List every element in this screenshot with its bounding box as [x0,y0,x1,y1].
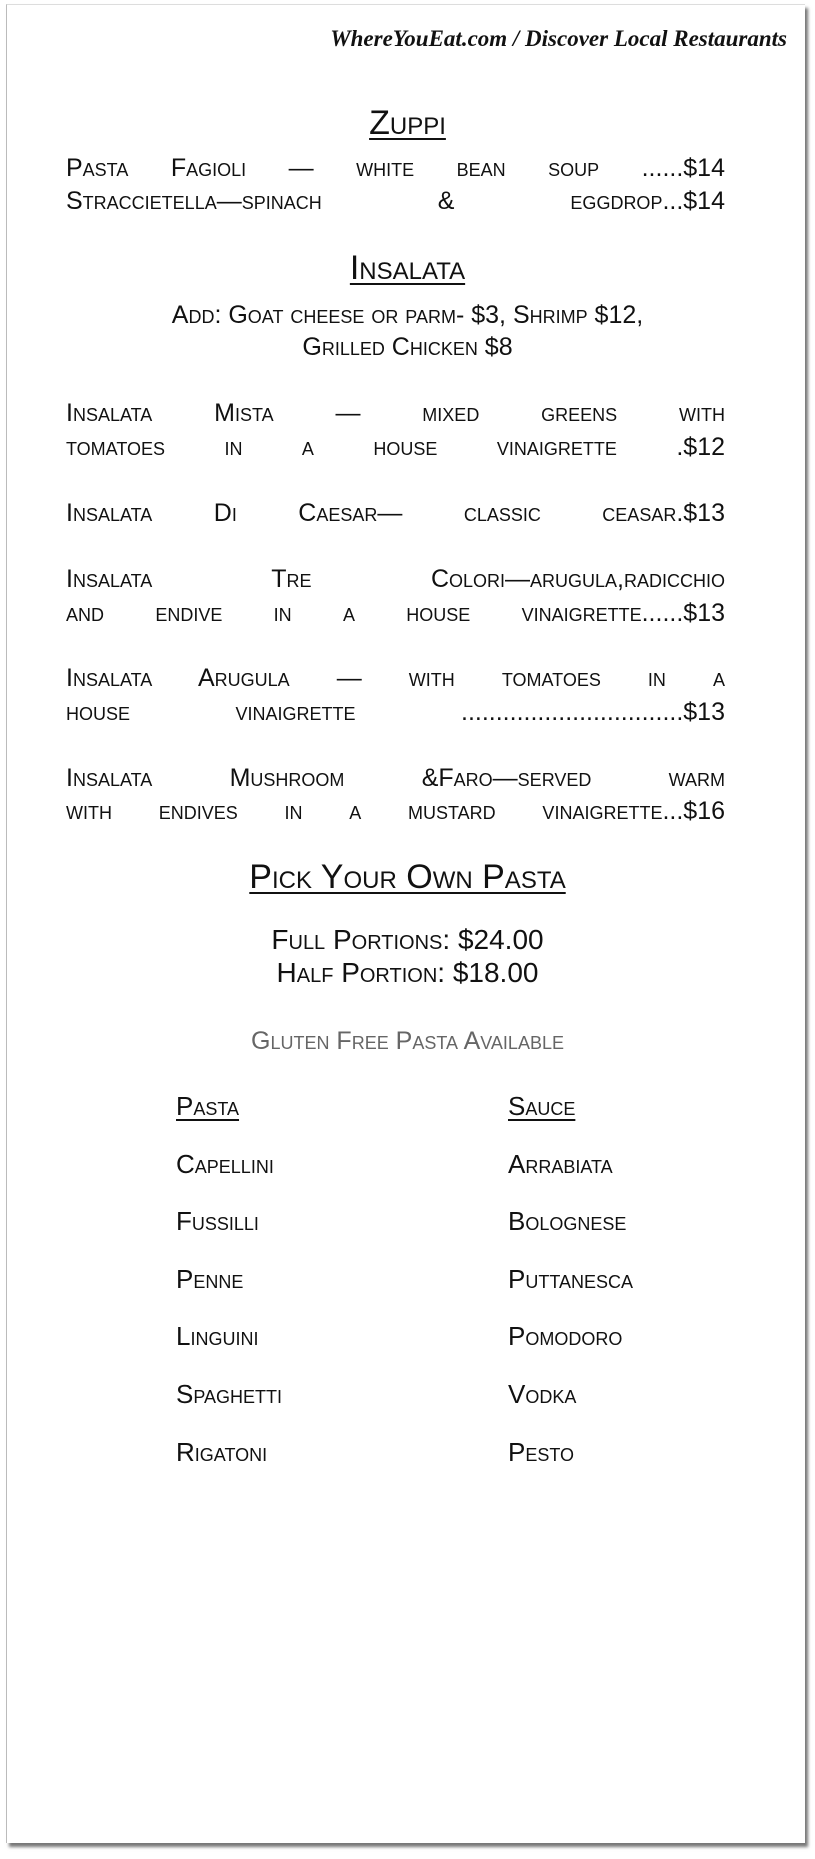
add-ons-line: Grilled Chicken $8 [302,333,513,361]
section-title-insalata: Insalata [349,249,466,287]
pasta-option: Fussilli [176,1206,259,1236]
sauce-option: Arrabiata [508,1149,613,1179]
sauce-option: Puttanesca [508,1264,634,1294]
menu-item-desc: tomatoes in a house vinaigrette .$12 [66,433,725,461]
section-title-zuppi: Zuppi [369,104,446,142]
pasta-option: Linguini [176,1321,259,1351]
sauce-option: Pesto [508,1437,575,1467]
menu-item-desc: with endives in a mustard vinaigrette...$16 [66,797,725,825]
half-portion-price: Half Portion: $18.00 [276,957,539,988]
menu-item: Straccietella—spinach & eggdrop...$14 [66,187,725,215]
menu-item: Insalata Mushroom &Faro—served warm [66,764,725,792]
menu-item-desc: house vinaigrette ................................$13 [66,698,725,726]
menu-item-desc: and endive in a house vinaigrette......$13 [66,599,725,627]
sauce-option: Vodka [508,1379,577,1409]
pasta-column-header: Pasta [176,1091,240,1121]
pasta-option: Penne [176,1264,244,1294]
menu-item: Insalata Di Caesar— classic ceasar.$13 [66,499,725,527]
add-ons-line: Add: Goat cheese or parm- $3, Shrimp $12, [171,301,644,329]
pasta-option: Rigatoni [176,1437,268,1467]
sauce-column-header: Sauce [508,1091,576,1121]
gluten-free-note: Gluten Free Pasta Available [251,1027,564,1055]
pasta-option: Capellini [176,1149,274,1179]
menu-item: Insalata Arugula — with tomatoes in a [66,664,725,692]
sauce-option: Bolognese [508,1206,627,1236]
menu-item: Pasta Fagioli — white bean soup ......$14 [66,154,725,182]
section-title-pasta: Pick Your Own Pasta [249,858,566,896]
menu-item: Insalata Tre Colori—arugula,radicchio [66,565,725,593]
sauce-option: Pomodoro [508,1321,623,1351]
site-header: WhereYouEat.com / Discover Local Restaurants [330,26,787,51]
menu-item: Insalata Mista — mixed greens with [66,399,725,427]
full-portion-price: Full Portions: $24.00 [271,924,544,955]
pasta-option: Spaghetti [176,1379,283,1409]
